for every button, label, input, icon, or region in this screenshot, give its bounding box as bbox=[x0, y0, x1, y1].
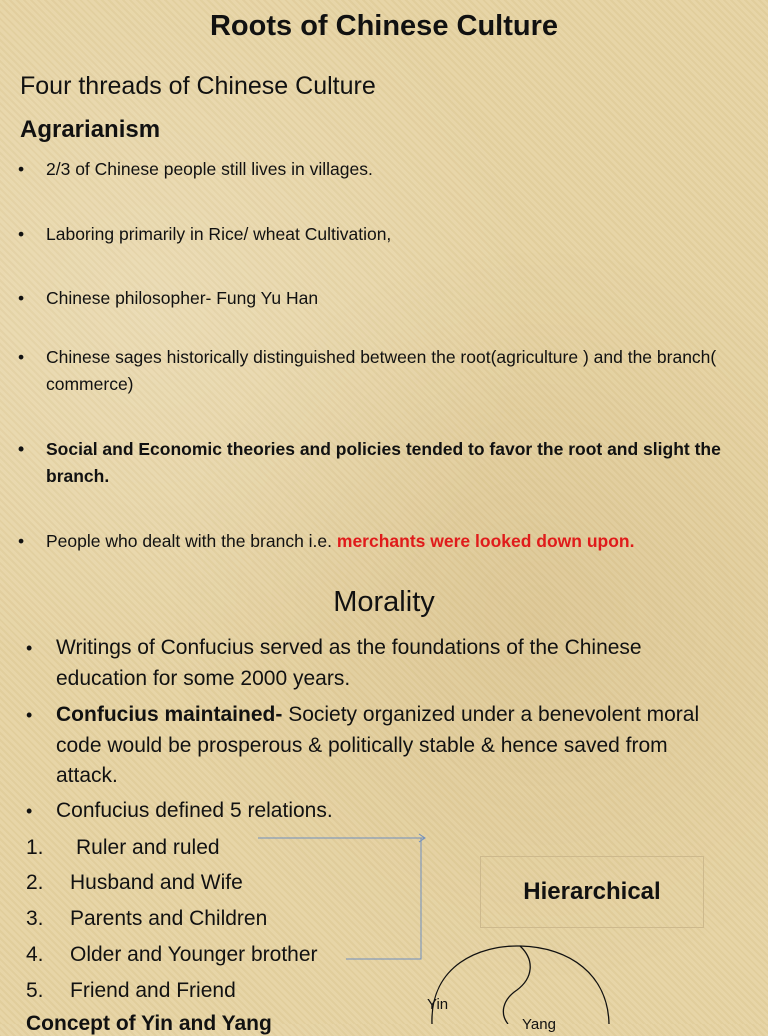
bullet-icon: • bbox=[18, 224, 25, 244]
relation-3: 3. Parents and Children bbox=[26, 907, 268, 930]
bullet-icon: • bbox=[18, 347, 25, 367]
bullet-icon: • bbox=[26, 705, 33, 725]
bullet-icon: • bbox=[18, 531, 25, 551]
merchants-prefix: People who dealt with the branch i.e. bbox=[46, 531, 337, 551]
maintained-rest: Society organized under a benevolent moral code would be prosperous & politically stable & hence saved from attack. bbox=[56, 703, 700, 787]
bullet-icon: • bbox=[18, 288, 25, 308]
bullet-relations: • Confucius defined 5 relations. bbox=[26, 796, 726, 827]
bullet-icon: • bbox=[26, 801, 33, 821]
bullet-philosopher: • Chinese philosopher- Fung Yu Han bbox=[18, 285, 748, 312]
subtitle: Four threads of Chinese Culture bbox=[20, 72, 376, 100]
bullet-root-branch: • Chinese sages historically distinguished between the root(agriculture ) and the branch( commerce) bbox=[18, 344, 748, 398]
relation-2: 2. Husband and Wife bbox=[26, 871, 243, 894]
maintained-bold: Confucius maintained- bbox=[56, 703, 283, 726]
yin-yang-concept: Concept of Yin and Yang bbox=[26, 1012, 272, 1035]
relation-5: 5. Friend and Friend bbox=[26, 979, 236, 1002]
yin-label: Yin bbox=[427, 996, 449, 1013]
bullet-cultivation: • Laboring primarily in Rice/ wheat Cultivation, bbox=[18, 221, 748, 248]
bullet-icon: • bbox=[26, 638, 33, 658]
bullet-theories: • Social and Economic theories and policies tended to favor the root and slight the branch. bbox=[18, 436, 748, 490]
bullet-villages: • 2/3 of Chinese people still lives in villages. bbox=[18, 156, 748, 183]
merchants-highlight: merchants were looked down upon. bbox=[336, 531, 635, 551]
relation-1: 1. Ruler and ruled bbox=[26, 836, 220, 859]
bullet-icon: • bbox=[18, 159, 25, 179]
morality-heading: Morality bbox=[333, 586, 435, 618]
agrarianism-heading: Agrarianism bbox=[20, 116, 161, 143]
bullet-writings: • Writings of Confucius served as the foundations of the Chinese education for some 2000 years. bbox=[26, 633, 726, 694]
slide-title: Roots of Chinese Culture bbox=[209, 10, 558, 42]
hierarchical-label: Hierarchical bbox=[523, 878, 661, 905]
bullet-icon: • bbox=[18, 439, 25, 459]
relation-4: 4. Older and Younger brother bbox=[26, 943, 318, 966]
yang-label: Yang bbox=[522, 1016, 556, 1033]
